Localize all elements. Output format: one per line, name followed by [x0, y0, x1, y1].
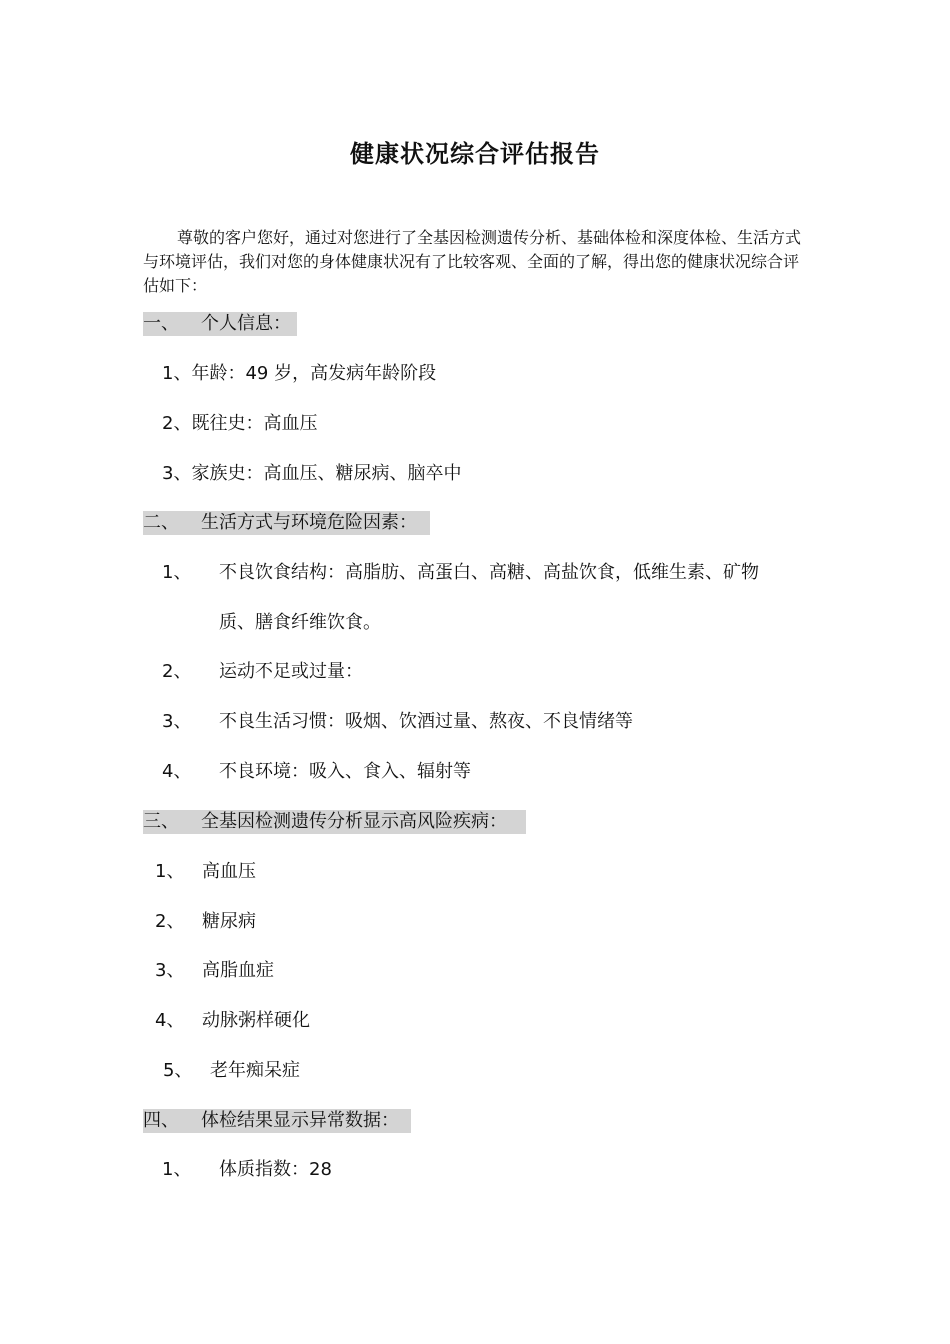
list-item-number: 2、 — [155, 911, 185, 932]
list-item: 老年痴呆症 — [210, 1060, 300, 1081]
list-item-number: 2、 — [162, 661, 192, 682]
list-item-number: 1、 — [162, 1159, 192, 1180]
list-item-number: 1、 — [162, 562, 192, 583]
section-title: 个人信息： — [201, 313, 291, 334]
list-item-number: 4、 — [162, 761, 192, 782]
list-item: 高血压 — [202, 861, 256, 882]
list-item: 不良饮食结构：高脂肪、高蛋白、高糖、高盐饮食，低维生素、矿物 — [219, 562, 759, 583]
list-item: 体质指数：28 — [219, 1159, 332, 1180]
list-item-continuation: 质、膳食纤维饮食。 — [219, 612, 381, 633]
list-item: 运动不足或过量： — [219, 661, 363, 682]
section-number: 四、 — [143, 1110, 179, 1131]
list-item: 糖尿病 — [202, 911, 256, 932]
list-item-number: 1、 — [155, 861, 185, 882]
section-heading-4 — [143, 1109, 411, 1133]
list-item-number: 5、 — [163, 1060, 193, 1081]
section-heading-2 — [143, 511, 430, 535]
section-heading-1 — [143, 312, 297, 336]
list-item: 动脉粥样硬化 — [202, 1010, 310, 1031]
intro-text: 尊敬的客户您好，通过对您进行了全基因检测遗传分析、基础体检和深度体检、生活方式与环境评估，我们对您的身体健康状况有了比较客观、全面的了解，得出您的健康状况综合评估如下： — [143, 228, 802, 295]
list-item: 不良生活习惯：吸烟、饮酒过量、熬夜、不良情绪等 — [219, 711, 633, 732]
section-number: 三、 — [143, 811, 179, 832]
section-title: 全基因检测遗传分析显示高风险疾病： — [201, 811, 507, 832]
section-number: 二、 — [143, 512, 179, 533]
section-number: 一、 — [143, 313, 179, 334]
list-item: 高脂血症 — [202, 960, 274, 981]
section-heading-3 — [143, 810, 526, 834]
report-title: 健康状况综合评估报告 — [350, 140, 600, 168]
section-title: 生活方式与环境危险因素： — [201, 512, 417, 533]
section-title: 体检结果显示异常数据： — [201, 1110, 399, 1131]
list-item-number: 3、 — [162, 711, 192, 732]
list-item-number: 3、 — [155, 960, 185, 981]
list-item-number: 4、 — [155, 1010, 185, 1031]
list-item: 不良环境：吸入、食入、辐射等 — [219, 761, 471, 782]
list-item: 2、既往史：高血压 — [162, 413, 318, 434]
intro-paragraph — [143, 226, 803, 298]
list-item: 1、年龄：49 岁，高发病年龄阶段 — [162, 363, 437, 384]
list-item: 3、家族史：高血压、糖尿病、脑卒中 — [162, 463, 462, 484]
